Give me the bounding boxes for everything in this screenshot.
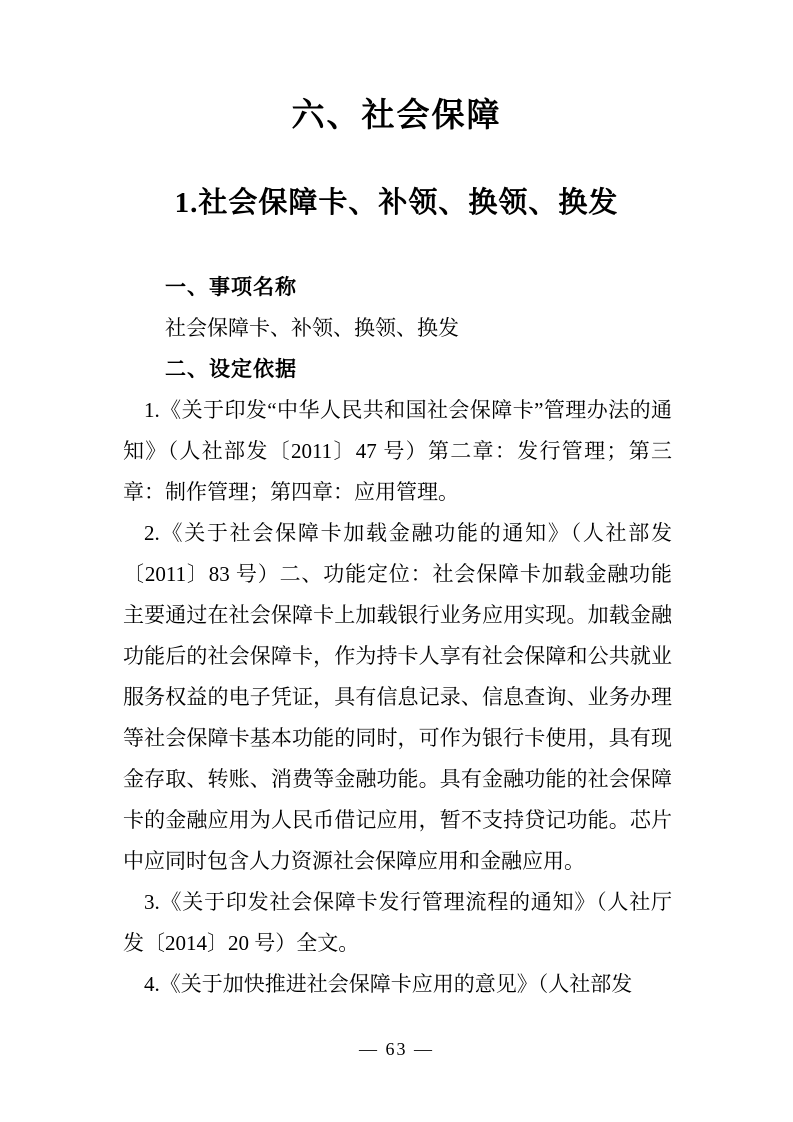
legal-basis-paragraph-2: 2.《关于社会保障卡加载金融功能的通知》（人社部发〔2011〕83 号）二、功能定位：社会保障卡加载金融功能主要通过在社会保障卡上加载银行业务应用实现。加载金融功能后的社会保障卡，作为持卡人享有社会保障和公共就业服务权益的电子凭证，具有信息记录、信息查询、业务办理等社会保障卡基本功能的同时，可作为银行卡使用，具有现金存取、转账、消费等金融功能。具有金融功能的社会保障卡的金融应用为人民币借记应用，暂不支持贷记功能。芯片中应同时包含人力资源社会保障应用和金融应用。 [123, 521, 672, 873]
legal-basis-paragraph-3: 3.《关于印发社会保障卡发行管理流程的通知》（人社厅发〔2014〕20 号）全文。 [123, 890, 672, 955]
section-heading-legal-basis: 二、设定依据 [165, 358, 297, 381]
section-heading-item-name: 一、事项名称 [165, 276, 297, 299]
legal-basis-paragraph-4: 4.《关于加快推进社会保障卡应用的意见》（人社部发 [144, 972, 633, 996]
legal-basis-paragraph-1: 1.《关于印发“中华人民共和国社会保障卡”管理办法的通知》（人社部发〔2011〕47 号）第二章：发行管理；第三章：制作管理；第四章：应用管理。 [123, 398, 672, 504]
item-name-text: 社会保障卡、补领、换领、换发 [165, 316, 459, 340]
item-title: 1.社会保障卡、补领、换领、换发 [174, 187, 619, 219]
document-body [123, 267, 672, 1005]
page-number: — 63 — [359, 1039, 434, 1059]
chapter-title: 六、社会保障 [291, 98, 502, 134]
